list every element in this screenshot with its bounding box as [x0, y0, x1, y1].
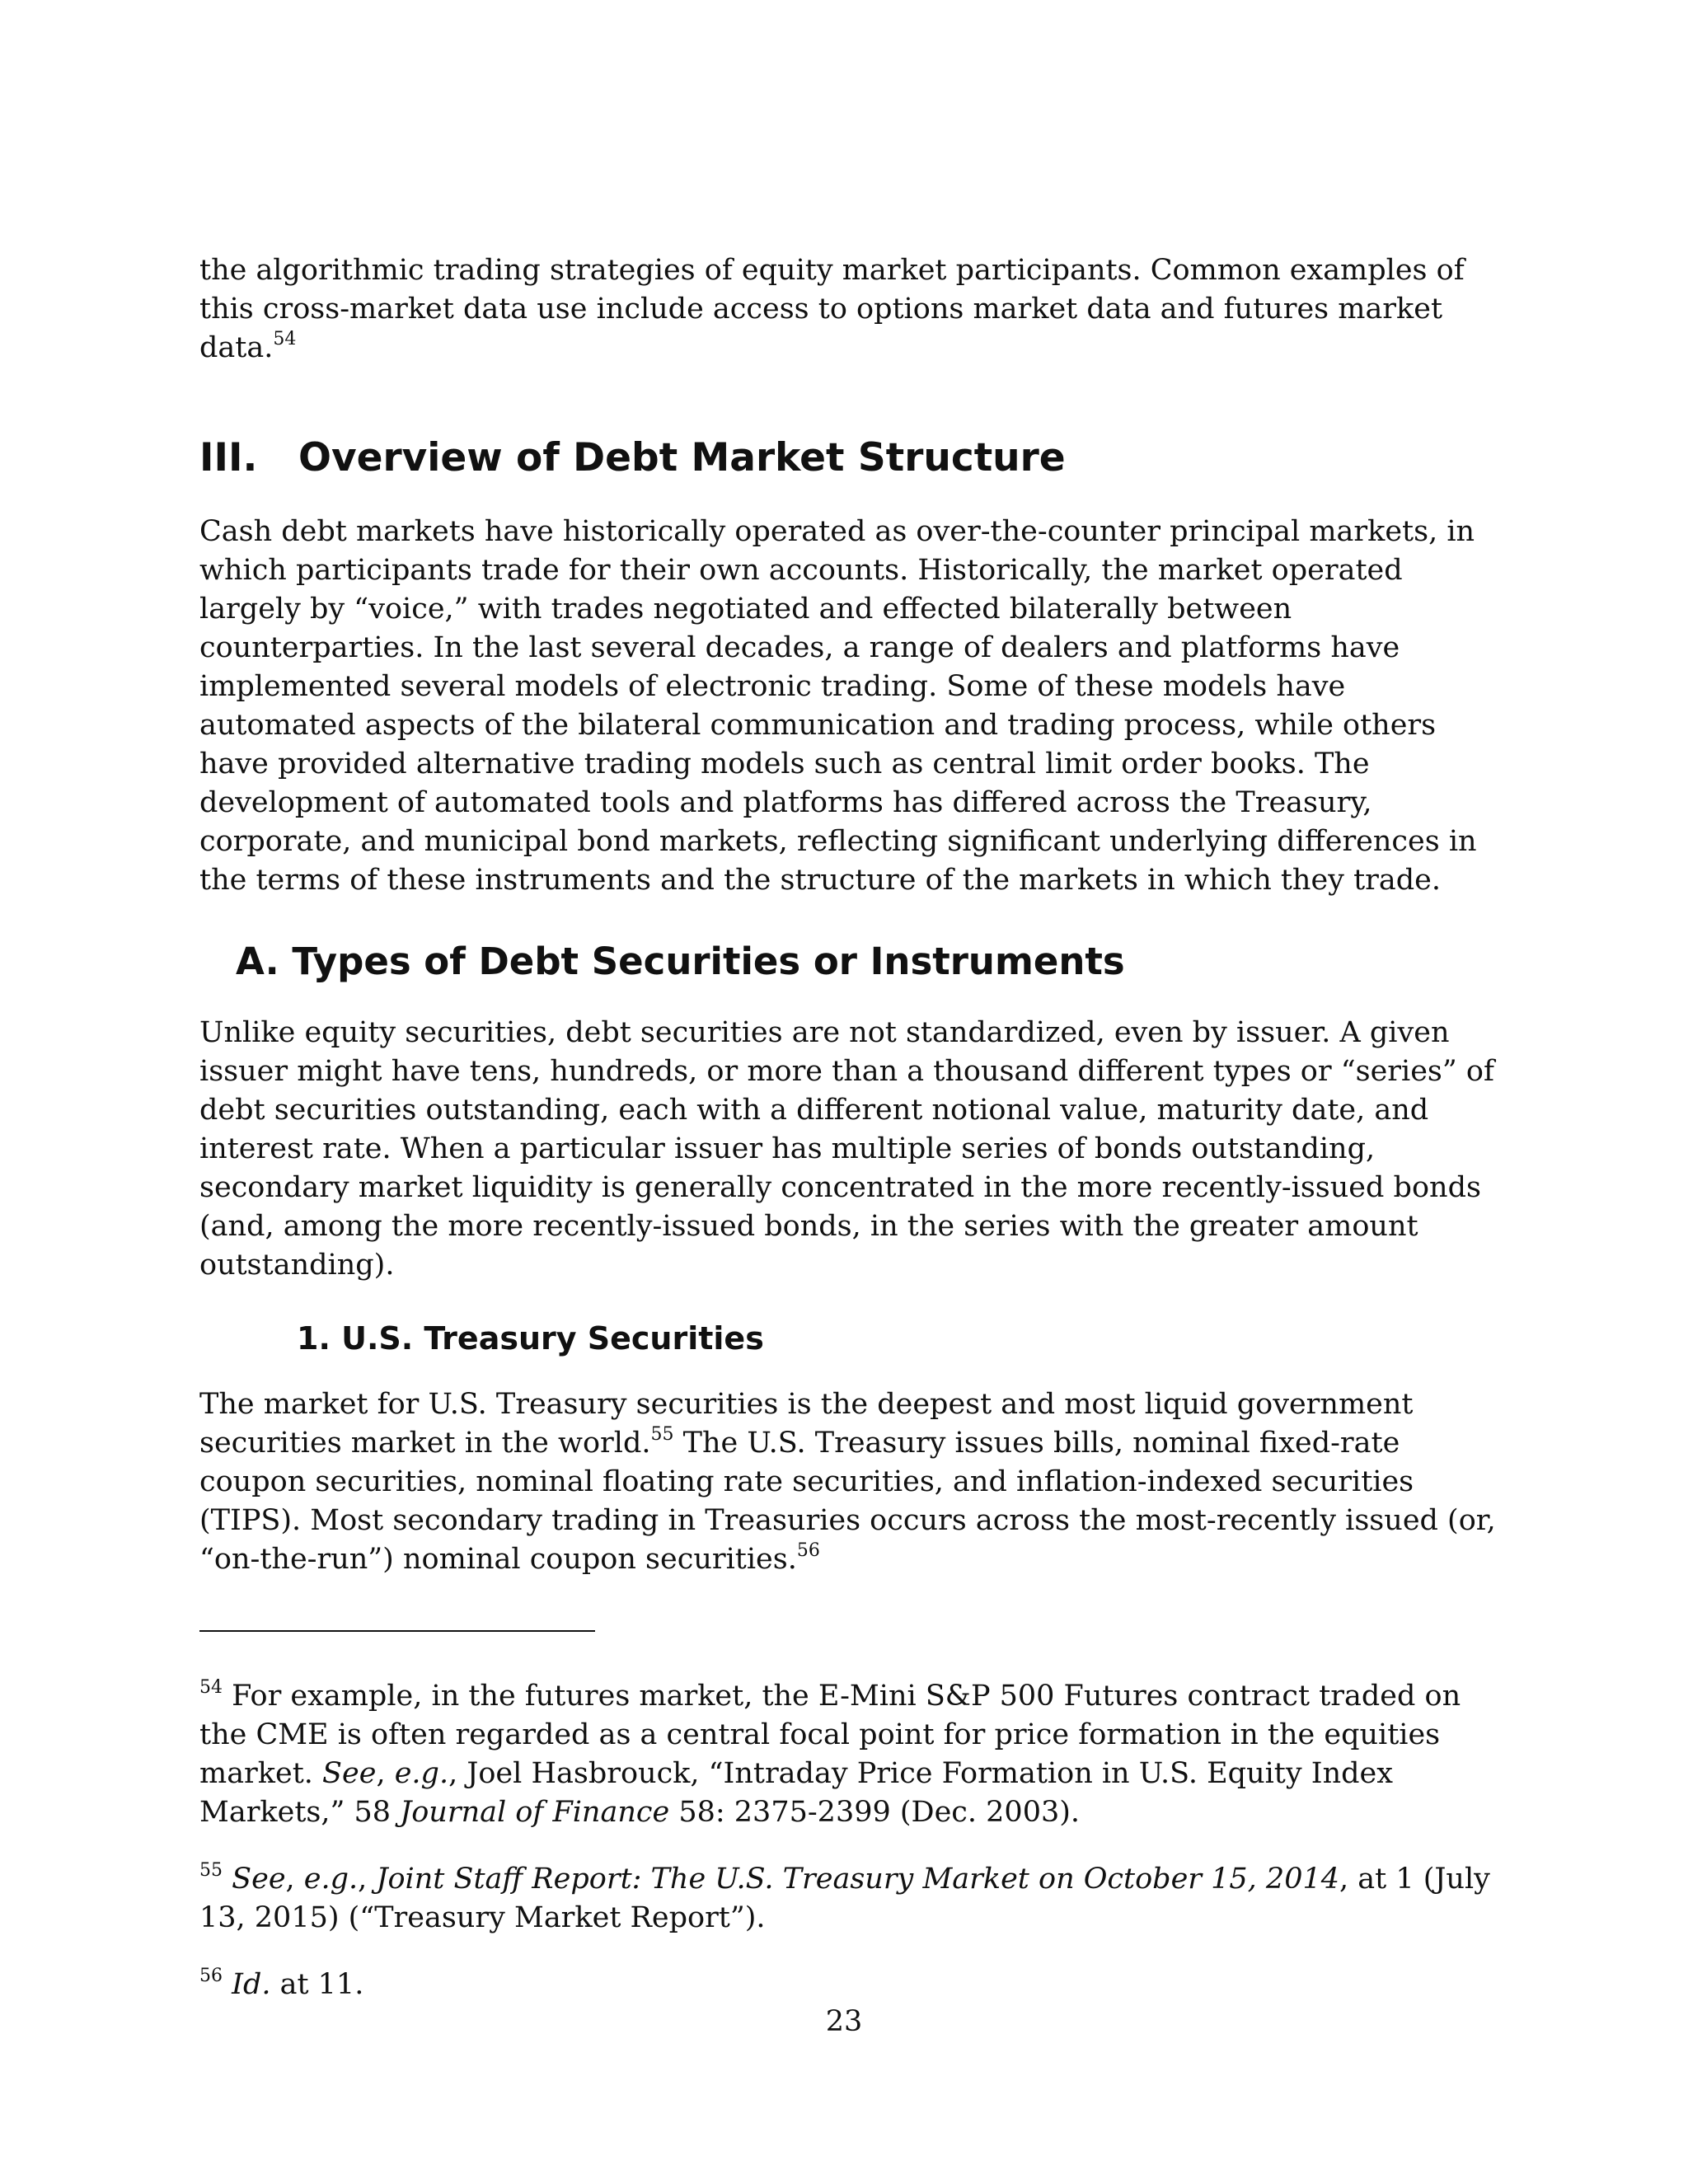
footnote-punct: ,: [376, 1757, 395, 1790]
footnote-divider: [199, 1630, 595, 1632]
intro-text: the algorithmic trading strategies of equity market participants. Common examples of this cross-market data use include access to options market data and futures market data.: [199, 254, 1465, 364]
footnote-signal: See: [223, 1863, 286, 1896]
footnote-report-title: Joint Staff Report: The U.S. Treasury Market on October 15, 2014: [376, 1863, 1340, 1896]
footnote-ref-54[interactable]: 54: [273, 329, 297, 350]
footnote-signal-eg: e.g.: [394, 1757, 449, 1790]
treasury-paragraph: [199, 1385, 1502, 1579]
footnote-number: 54: [199, 1677, 223, 1699]
footnote-signal-id: Id.: [223, 1968, 271, 2001]
subsubsection-heading-1: 1. U.S. Treasury Securities: [297, 1320, 764, 1357]
footnote-text: , Joel Hasbrouck, “Intraday Price Formation in U.S. Equity Index Markets,” 58: [199, 1757, 1393, 1829]
footnote-text: at 11.: [270, 1968, 364, 2001]
subsection-a-paragraph: Unlike equity securities, debt securities are not standardized, even by issuer. A given issuer might have tens, hundreds, or more than a thousand different types or “series” of debt securities outstanding, each with a different notional value, maturity date, and interest rate. When a particular issuer has multiple series of bonds outstanding, secondary market liquidity is generally concentrated in the more recently-issued bonds (and, among the more recently-issued bonds, in the series with the greater amount outstanding).: [199, 1016, 1494, 1282]
section-title: Overview of Debt Market Structure: [298, 435, 1066, 480]
treasury-text-1: The market for U.S. Treasury securities is the deepest and most liquid government securities market in the world.: [199, 1388, 1414, 1460]
footnote-ref-56[interactable]: 56: [796, 1540, 820, 1562]
subsection-heading-a: A. Types of Debt Securities or Instruments: [236, 940, 1125, 983]
footnote-signal: See: [322, 1757, 377, 1790]
footnote-54: [199, 1677, 1502, 1832]
footnote-number: 55: [199, 1860, 223, 1882]
footnote-punct: ,: [358, 1863, 377, 1896]
footnote-text: 58: 2375-2399 (Dec. 2003).: [669, 1796, 1081, 1829]
footnote-signal-eg: e.g.: [303, 1863, 359, 1896]
section-number: III.: [199, 435, 258, 480]
footnote-ref-55[interactable]: 55: [650, 1424, 674, 1446]
footnote-journal-title: Journal of Finance: [400, 1796, 670, 1829]
footnote-56: [199, 1966, 1502, 2004]
intro-paragraph: [199, 251, 1502, 368]
footnote-55: [199, 1860, 1502, 1938]
section-heading-iii: [199, 434, 1502, 483]
footnote-punct: ,: [285, 1863, 304, 1896]
footnote-text: , at 1 (July 13, 2015) (“Treasury Market Report”).: [199, 1863, 1490, 1934]
page-number: 23: [825, 2005, 863, 2038]
document-page: [199, 251, 1502, 2032]
section-iii-paragraph: Cash debt markets have historically operated as over-the-counter principal markets, in which participants trade for their own accounts. Historically, the market operated largely by “voice,” with trades negotiated and effected bilaterally between counterparties. In the last several decades, a range of dealers and platforms have implemented several models of electronic trading. Some of these models have automated aspects of the bilateral communication and trading process, while others have provided alternative trading models such as central limit order books. The development of automated tools and platforms has differed across the Treasury, corporate, and municipal bond markets, reflecting significant underlying differences in the terms of these instruments and the structure of the markets in which they trade.: [199, 515, 1477, 897]
footnote-text: For example, in the futures market, the E-Mini S&P 500 Futures contract traded on the CME is often regarded as a central focal point for price formation in the equities market.: [199, 1680, 1461, 1790]
footnote-number: 56: [199, 1966, 223, 1987]
treasury-text-2: The U.S. Treasury issues bills, nominal fixed-rate coupon securities, nominal floating rate securities, and inflation-indexed securities (TIPS). Most secondary trading in Treasuries occurs across the most-recently issued (or, “on-the-run”) nominal coupon securities.: [199, 1427, 1496, 1576]
